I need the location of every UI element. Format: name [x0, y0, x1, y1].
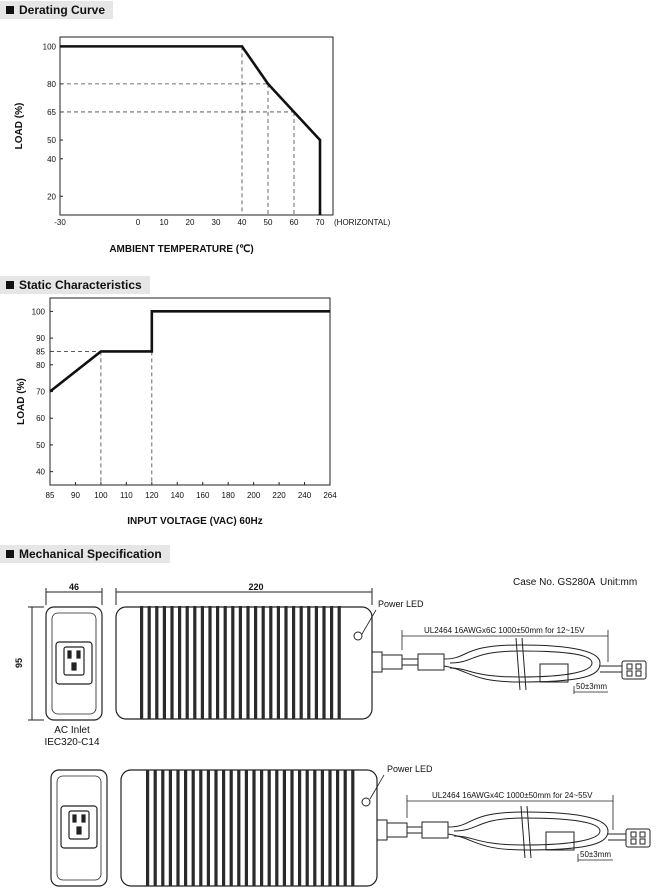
x-tick-label: 30 — [211, 218, 221, 227]
heat-sink-fin — [322, 606, 325, 719]
heat-sink-fin — [186, 606, 189, 719]
x-tick-label: 140 — [170, 491, 184, 500]
y-tick-label: 60 — [36, 414, 45, 424]
y-tick-label: 20 — [47, 192, 56, 202]
y-axis-label: LOAD (%) — [14, 102, 25, 150]
x-tick-label: 50 — [263, 218, 273, 227]
heat-sink-fin — [338, 606, 341, 719]
x-tick-label: 100 — [94, 491, 108, 500]
heat-sink-fin — [154, 770, 157, 886]
x-tick-label: 160 — [196, 491, 210, 500]
heat-sink-fin — [252, 770, 255, 886]
heat-sink-fin — [207, 770, 210, 886]
x-tick-label: 0 — [135, 218, 141, 227]
heat-sink-fin — [140, 606, 143, 719]
section-title-derating: Derating Curve — [19, 3, 106, 17]
heat-sink-fin — [170, 606, 173, 719]
x-tick-label: 120 — [145, 491, 159, 500]
heat-sink-fin — [176, 770, 179, 886]
heat-sink-fin — [161, 770, 164, 886]
x-tick-label: 180 — [221, 491, 235, 500]
heat-sink-fin — [260, 770, 263, 886]
cable-spec-top: UL2464 16AWGx6C 1000±50mm for 12~15V — [424, 626, 585, 635]
power-led-label-top: Power LED — [378, 599, 424, 609]
heat-sink-fin — [184, 770, 187, 886]
heat-sink-fin — [193, 606, 196, 719]
heat-sink-fins-top — [140, 606, 341, 719]
heat-sink-fin — [155, 606, 158, 719]
x-tick-label: 60 — [289, 218, 299, 227]
heat-sink-fin — [231, 606, 234, 719]
x-tick-label: 200 — [246, 491, 261, 500]
heat-sink-fin — [328, 770, 331, 886]
heat-sink-fin — [307, 606, 310, 719]
x-axis-suffix: (HORIZONTAL) — [334, 218, 391, 227]
plug-dim-top: 50±3mm — [576, 682, 608, 691]
y-tick-label: 100 — [31, 307, 45, 317]
y-tick-label: 50 — [47, 136, 56, 146]
x-tick-label: 70 — [315, 218, 325, 227]
ac-inlet-side-view-bottom — [51, 770, 107, 886]
heat-sink-fin — [315, 606, 318, 719]
y-tick-label: 90 — [36, 334, 45, 344]
heat-sink-fin — [148, 606, 151, 719]
x-tick-label: 220 — [272, 491, 286, 500]
dim-width-label: 46 — [68, 582, 80, 592]
x-tick-label: 20 — [185, 218, 195, 227]
heat-sink-fin — [254, 606, 257, 719]
y-tick-label: 65 — [47, 107, 56, 117]
y-tick-label: 85 — [36, 347, 45, 357]
heat-sink-fin — [214, 770, 217, 886]
x-tick-label: 40 — [237, 218, 247, 227]
power-led-icon — [362, 798, 370, 806]
x-tick-label: -30 — [54, 218, 66, 227]
x-axis-label: INPUT VOLTAGE (VAC) 60Hz — [127, 516, 263, 527]
heat-sink-fin — [163, 606, 166, 719]
x-tick-label: 10 — [159, 218, 169, 227]
heat-sink-fin — [224, 606, 227, 719]
heat-sink-fin — [351, 770, 354, 886]
heat-sink-fin — [199, 770, 202, 886]
unit-label: Unit:mm — [600, 577, 638, 588]
y-tick-label: 40 — [36, 467, 45, 477]
heat-sink-fin — [336, 770, 339, 886]
x-tick-label: 110 — [119, 491, 133, 500]
x-tick-label: 264 — [323, 491, 337, 500]
x-tick-label: 90 — [71, 491, 80, 500]
power-led-icon — [354, 632, 362, 640]
heat-sink-fin — [237, 770, 240, 886]
heat-sink-fin — [230, 770, 233, 886]
heat-sink-fin — [201, 606, 204, 719]
heat-sink-fin — [300, 606, 303, 719]
heat-sink-fin — [292, 606, 295, 719]
power-led-label-bottom: Power LED — [387, 764, 433, 774]
heat-sink-fin — [330, 606, 333, 719]
iec-label: IEC320-C14 — [44, 737, 100, 748]
heat-sink-fin — [277, 606, 280, 719]
section-title-mechanical: Mechanical Specification — [19, 547, 162, 561]
y-tick-label: 70 — [36, 387, 45, 397]
heat-sink-fin — [192, 770, 195, 886]
section-title-static: Static Characteristics — [19, 278, 142, 292]
y-axis-label: LOAD (%) — [16, 378, 27, 425]
heat-sink-fin — [239, 606, 242, 719]
heat-sink-fin — [275, 770, 278, 886]
heat-sink-fin — [262, 606, 265, 719]
heat-sink-fin — [246, 606, 249, 719]
heat-sink-fin — [284, 606, 287, 719]
heat-sink-fin — [222, 770, 225, 886]
ac-inlet-label: AC Inlet — [54, 725, 90, 736]
heat-sink-fin — [306, 770, 309, 886]
adapter-body-top — [116, 607, 372, 719]
dim-height-label: 95 — [14, 657, 24, 669]
heat-sink-fin — [269, 606, 272, 719]
case-number: Case No. GS280A — [513, 577, 596, 588]
y-tick-label: 80 — [36, 360, 45, 370]
ac-inlet-side-view-top — [46, 607, 102, 720]
y-tick-label: 50 — [36, 440, 45, 450]
y-tick-label: 40 — [47, 154, 56, 164]
heat-sink-fin — [298, 770, 301, 886]
heat-sink-fin — [344, 770, 347, 886]
x-tick-label: 240 — [297, 491, 312, 500]
heat-sink-fin — [216, 606, 219, 719]
heat-sink-fin — [313, 770, 316, 886]
heat-sink-fin — [283, 770, 286, 886]
y-tick-label: 100 — [42, 42, 56, 52]
x-axis-label: AMBIENT TEMPERATURE (℃) — [109, 244, 254, 255]
x-tick-label: 85 — [45, 491, 55, 500]
dim-length-label: 220 — [248, 582, 264, 592]
heat-sink-fin — [146, 770, 149, 886]
y-tick-label: 80 — [47, 79, 56, 89]
heat-sink-fin — [178, 606, 181, 719]
heat-sink-fin — [208, 606, 211, 719]
heat-sink-fin — [245, 770, 248, 886]
heat-sink-fin — [290, 770, 293, 886]
heat-sink-fin — [321, 770, 324, 886]
heat-sink-fin — [169, 770, 172, 886]
heat-sink-fin — [268, 770, 271, 886]
cable-spec-bottom: UL2464 16AWGx4C 1000±50mm for 24~55V — [432, 791, 593, 800]
heat-sink-fins-bottom — [146, 770, 354, 886]
plug-dim-bottom: 50±3mm — [580, 850, 612, 859]
